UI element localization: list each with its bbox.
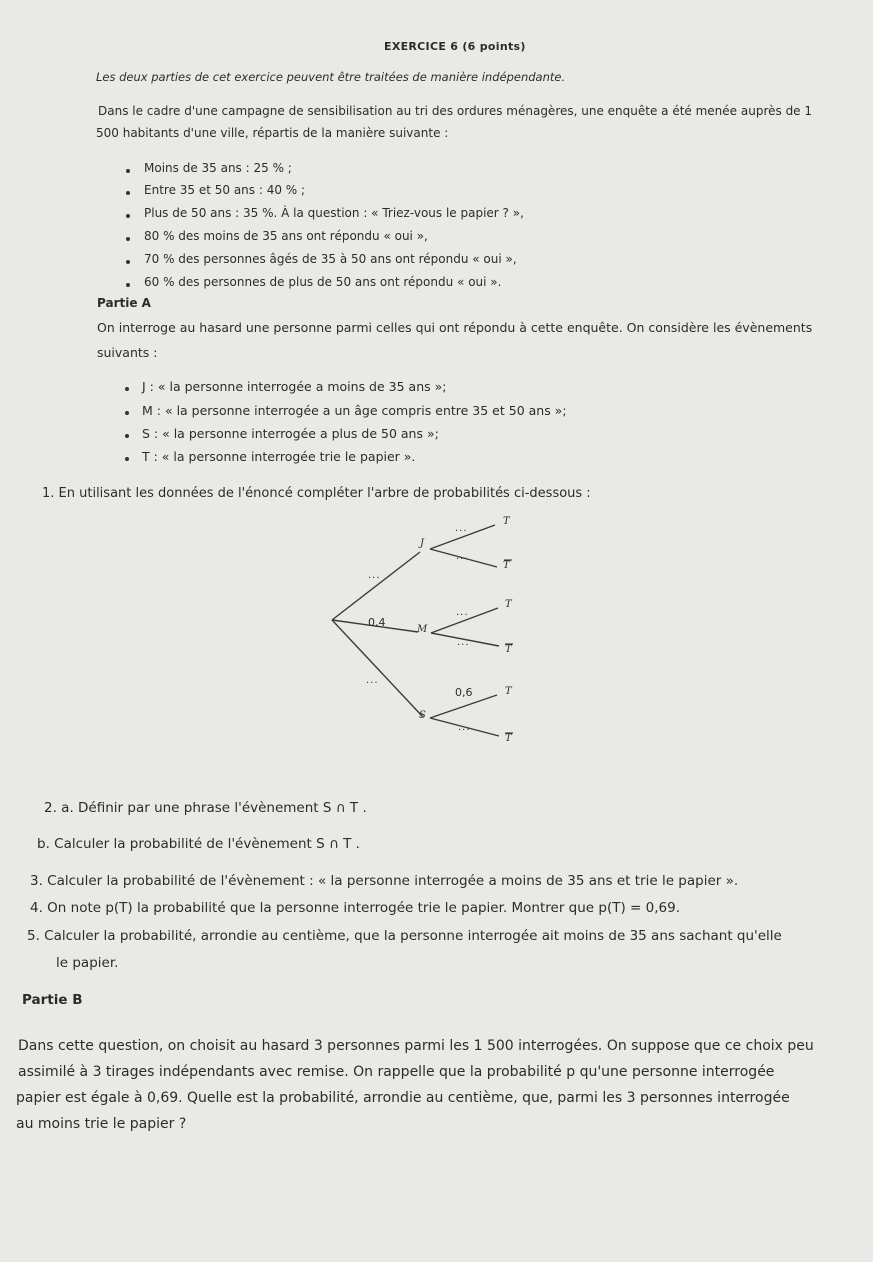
part-b-line-4: au moins trie le papier ? bbox=[16, 1116, 187, 1132]
blank-prob: ... bbox=[368, 570, 381, 581]
stat-item: Entre 35 et 50 ans : 40 % ; bbox=[144, 183, 306, 197]
question-5-line-2: le papier. bbox=[56, 955, 119, 971]
part-a-intro-line-1: On interroge au hasard une personne parmi celles qui ont répondu à cette enquête. On considère les évènements bbox=[97, 320, 813, 335]
tree-leaf-t: T bbox=[503, 516, 510, 527]
question-2b: b. Calculer la probabilité de l'évènement S ∩ T . bbox=[37, 836, 360, 852]
tree-branch-root-s bbox=[332, 620, 423, 717]
prob-t-given-s: 0,6 bbox=[455, 686, 473, 699]
tree-leaf-tbar: T bbox=[503, 560, 510, 571]
event-item: M : « la personne interrogée a un âge compris entre 35 et 50 ans »; bbox=[142, 403, 567, 418]
blank-prob: ... bbox=[455, 523, 468, 534]
question-1: 1. En utilisant les données de l'énoncé compléter l'arbre de probabilités ci-dessous : bbox=[42, 486, 591, 501]
part-a-intro-line-2: suivants : bbox=[97, 345, 158, 360]
part-b-heading: Partie B bbox=[22, 992, 83, 1008]
blank-prob: ... bbox=[458, 722, 471, 733]
context-line-1: Dans le cadre d'une campagne de sensibilisation au tri des ordures ménagères, une enquête a été menée auprès de 1 bbox=[98, 104, 813, 118]
stat-item: Moins de 35 ans : 25 % ; bbox=[144, 161, 292, 175]
stat-item: Plus de 50 ans : 35 %. À la question : « Triez-vous le papier ? », bbox=[144, 206, 524, 220]
exercise-title: EXERCICE 6 (6 points) bbox=[384, 40, 526, 53]
question-2a: 2. a. Définir par une phrase l'évènement S ∩ T . bbox=[44, 800, 367, 816]
event-item: T : « la personne interrogée trie le papier ». bbox=[142, 449, 416, 464]
part-b-line-1: Dans cette question, on choisit au hasard 3 personnes parmi les 1 500 interrogées. On suppose que ce choix peu bbox=[18, 1038, 814, 1054]
part-a-heading: Partie A bbox=[97, 296, 151, 310]
context-line-2: 500 habitants d'une ville, répartis de la manière suivante : bbox=[96, 126, 449, 140]
tree-branch-root-j bbox=[332, 552, 420, 620]
tree-leaf-tbar: T bbox=[505, 644, 512, 655]
blank-prob: ... bbox=[456, 551, 469, 562]
event-item: J : « la personne interrogée a moins de 35 ans »; bbox=[142, 379, 447, 394]
stat-item: 70 % des personnes âgés de 35 à 50 ans ont répondu « oui », bbox=[144, 252, 517, 266]
question-5-line-1: 5. Calculer la probabilité, arrondie au centième, que la personne interrogée ait moins de 35 ans sachant qu'elle bbox=[27, 928, 782, 944]
blank-prob: ... bbox=[457, 637, 470, 648]
intro-text: Les deux parties de cet exercice peuvent être traitées de manière indépendante. bbox=[96, 70, 566, 84]
tree-node-j: J bbox=[420, 538, 425, 549]
event-item: S : « la personne interrogée a plus de 50 ans »; bbox=[142, 426, 439, 441]
question-3: 3. Calculer la probabilité de l'évènement : « la personne interrogée a moins de 35 ans et trie le papier ». bbox=[30, 873, 739, 889]
question-4: 4. On note p(T) la probabilité que la personne interrogée trie le papier. Montrer que p(T) = 0,69. bbox=[30, 900, 680, 916]
tree-leaf-t: T bbox=[505, 599, 512, 610]
tree-leaf-tbar: T bbox=[505, 733, 512, 744]
stat-item: 60 % des personnes de plus de 50 ans ont répondu « oui ». bbox=[144, 275, 502, 289]
stat-item: 80 % des moins de 35 ans ont répondu « oui », bbox=[144, 229, 428, 243]
blank-prob: ... bbox=[456, 607, 469, 618]
blank-prob: ... bbox=[366, 675, 379, 686]
tree-node-m: M bbox=[417, 624, 428, 635]
part-b-line-3: papier est égale à 0,69. Quelle est la probabilité, arrondie au centième, que, parmi les 3 personnes interrogée bbox=[16, 1090, 790, 1106]
part-b-line-2: assimilé à 3 tirages indépendants avec remise. On rappelle que la probabilité p qu'une personne interrogée bbox=[18, 1064, 775, 1080]
prob-m: 0,4 bbox=[368, 616, 386, 629]
tree-node-s: S bbox=[419, 710, 426, 721]
tree-leaf-t: T bbox=[505, 686, 512, 697]
